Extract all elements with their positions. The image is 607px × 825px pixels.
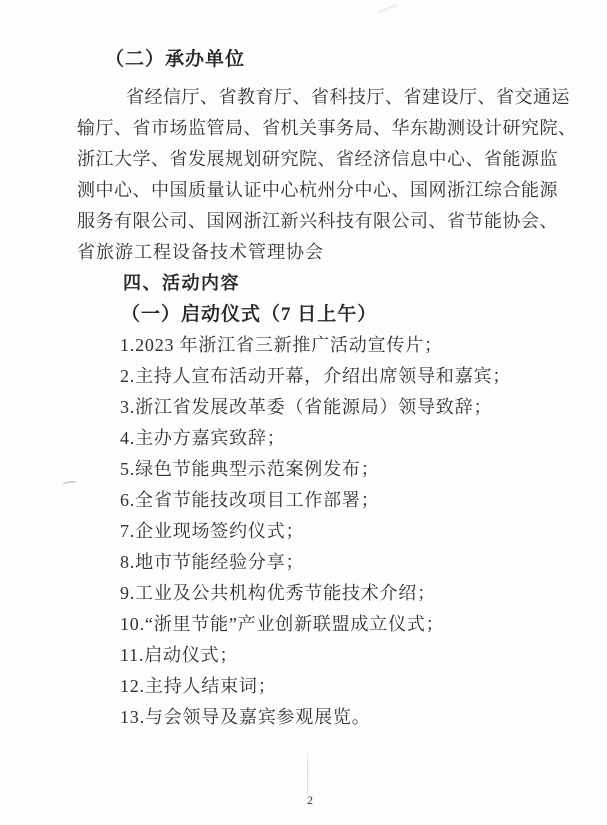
paragraph-line: 省旅游工程设备技术管理协会 xyxy=(77,242,324,262)
agenda-list xyxy=(77,330,535,733)
agenda-item-8: 8.地市节能经验分享； xyxy=(120,552,305,572)
scan-artifact-left xyxy=(62,480,78,488)
heading-activity-content: 四、活动内容 xyxy=(123,273,240,293)
agenda-item-6: 6.全省节能技改项目工作部署； xyxy=(120,490,380,510)
agenda-item-3: 3.浙江省发展改革委（省能源局）领导致辞； xyxy=(120,397,493,417)
scan-crease xyxy=(307,744,308,794)
agenda-item-9: 9.工业及公共机构优秀节能技术介绍； xyxy=(120,583,436,603)
agenda-item-10: 10.“浙里节能”产业创新联盟成立仪式； xyxy=(120,614,445,634)
paragraph-line: 测中心、中国质量认证中心杭州分中心、国网浙江综合能源 xyxy=(77,180,558,200)
document-body xyxy=(77,46,577,733)
scan-artifact-top xyxy=(378,4,398,14)
paragraph-line: 浙江大学、省发展规划研究院、省经济信息中心、省能源监 xyxy=(77,149,558,169)
agenda-item-7: 7.企业现场签约仪式； xyxy=(120,521,305,541)
agenda-item-1: 1.2023 年浙江省三新推广活动宣传片； xyxy=(120,335,443,355)
paragraph-line: 服务有限公司、国网浙江新兴科技有限公司、省节能协会、 xyxy=(77,211,558,231)
agenda-item-2: 2.主持人宣布活动开幕，介绍出席领导和嘉宾； xyxy=(120,366,512,386)
agenda-item-4: 4.主办方嘉宾致辞； xyxy=(120,428,286,448)
paragraph-line: 省经信厅、省教育厅、省科技厅、省建设厅、省交通运 xyxy=(126,87,570,107)
agenda-item-13: 13.与会领导及嘉宾参观展览。 xyxy=(120,707,371,727)
agenda-item-11: 11.启动仪式； xyxy=(120,645,239,665)
heading-launch-ceremony: （一）启动仪式（7 日上午） xyxy=(121,304,378,325)
paragraph-line: 输厅、省市场监管局、省机关事务局、华东勘测设计研究院、 xyxy=(77,118,577,138)
agenda-item-5: 5.绿色节能典型示范案例发布； xyxy=(120,459,380,479)
heading-undertaking-units: （二）承办单位 xyxy=(105,49,246,70)
page-number: 2 xyxy=(307,793,313,807)
undertaking-units-paragraph xyxy=(77,82,577,268)
agenda-item-12: 12.主持人结束词； xyxy=(120,676,277,696)
